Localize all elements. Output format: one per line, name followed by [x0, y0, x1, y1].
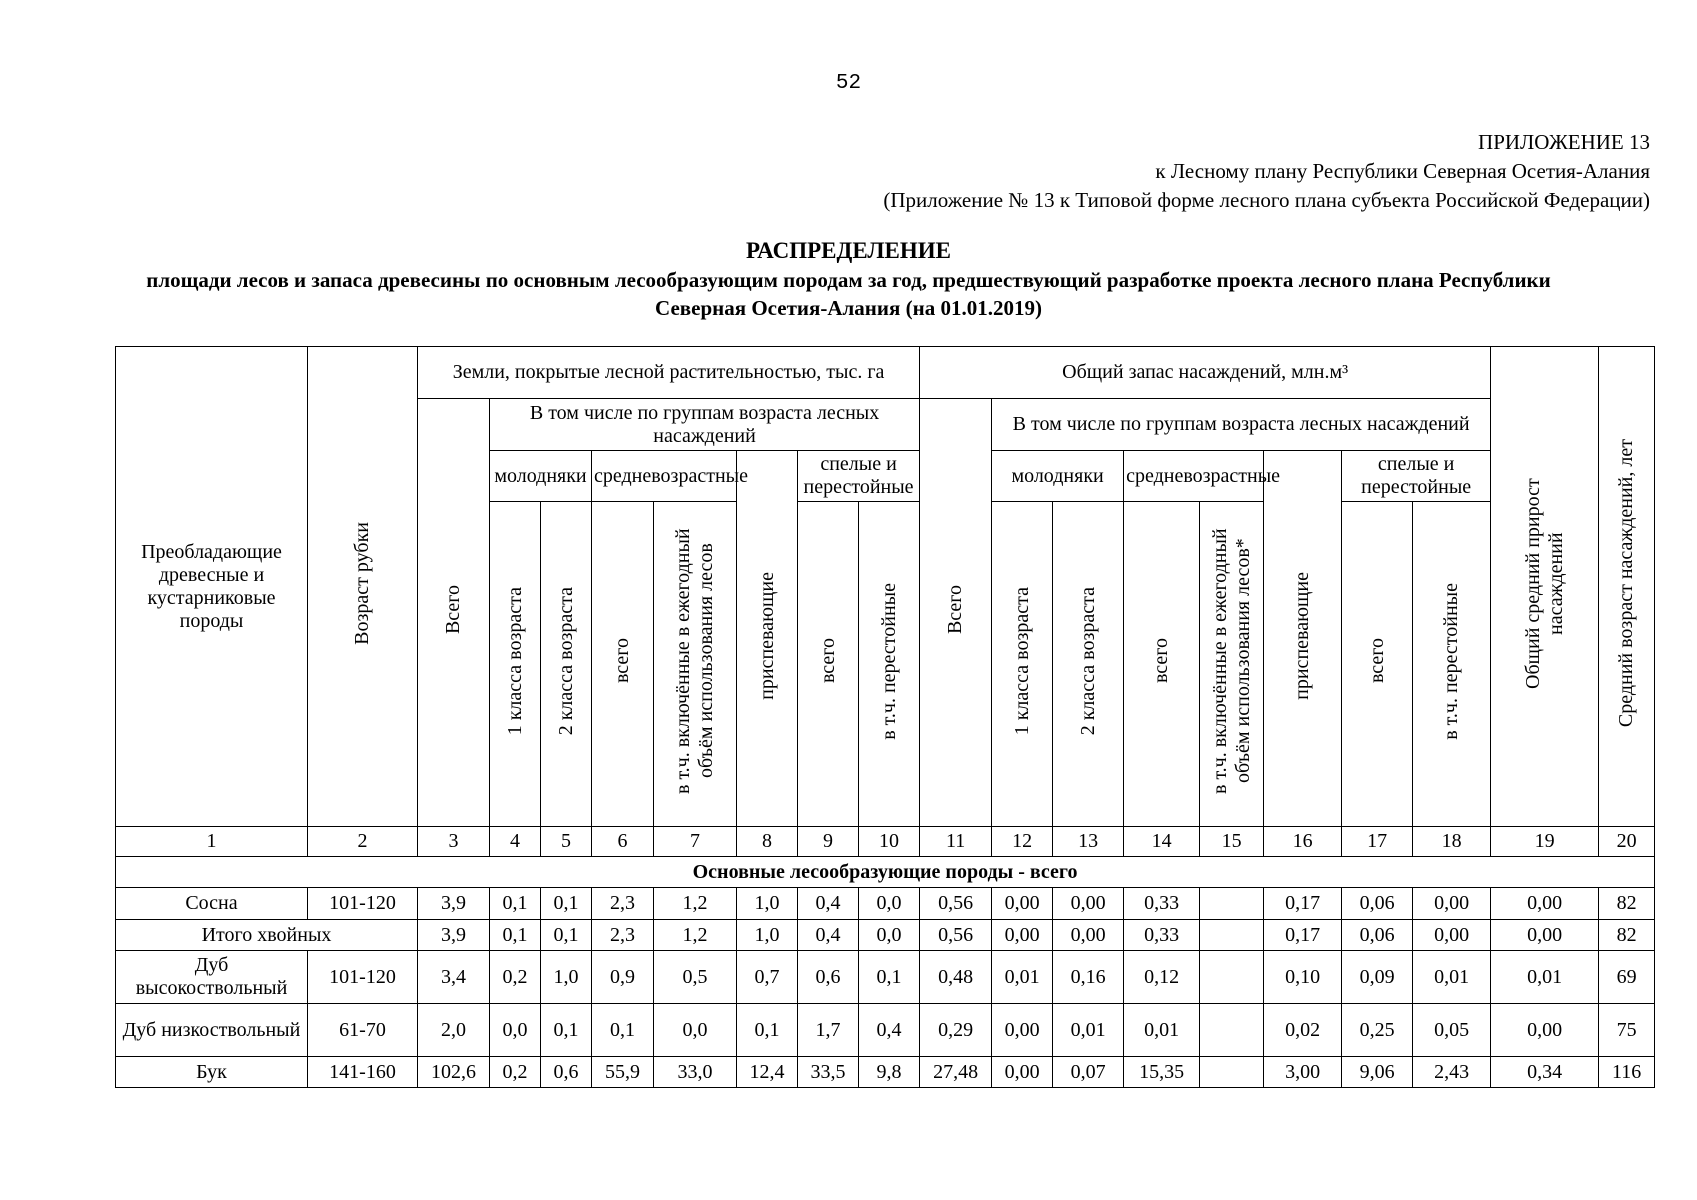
table-cell: 0,00 [992, 1004, 1053, 1057]
column-number: 6 [592, 827, 654, 857]
species-cell: Бук [116, 1057, 308, 1088]
table-cell [1200, 1057, 1264, 1088]
table-cell: 0,6 [541, 1057, 592, 1088]
table-cell: 1,2 [654, 920, 737, 951]
table-cell: 0,01 [1491, 951, 1599, 1004]
table-cell: 0,10 [1264, 951, 1342, 1004]
table-cell: 0,00 [1413, 920, 1491, 951]
table-cell: 0,1 [541, 920, 592, 951]
column-number: 10 [859, 827, 920, 857]
table-cell: 0,48 [920, 951, 992, 1004]
column-number: 17 [1342, 827, 1413, 857]
column-number: 11 [920, 827, 992, 857]
table-row [116, 951, 1655, 1004]
table-cell: 61-70 [308, 1004, 418, 1057]
header-area-class1: 1 класса возраста [490, 502, 541, 827]
table-cell: 2,43 [1413, 1057, 1491, 1088]
table-cell: 0,0 [859, 920, 920, 951]
column-number: 12 [992, 827, 1053, 857]
table-cell: 0,5 [654, 951, 737, 1004]
table-cell: 27,48 [920, 1057, 992, 1088]
table-cell: 75 [1599, 1004, 1655, 1057]
column-numbers-row [116, 827, 1655, 857]
table-cell: 0,4 [798, 920, 859, 951]
table-cell: 3,4 [418, 951, 490, 1004]
column-number: 13 [1053, 827, 1124, 857]
table-cell: 2,3 [592, 920, 654, 951]
column-number: 1 [116, 827, 308, 857]
table-cell: 0,1 [541, 1004, 592, 1057]
table-cell: 0,2 [490, 951, 541, 1004]
appendix-line-2: к Лесному плану Республики Северная Осетия-Алания [1155, 159, 1650, 183]
header-stock-young: молодняки [992, 451, 1124, 502]
table-cell [1200, 920, 1264, 951]
header-stock-mature-all: всего [1342, 502, 1413, 827]
header-area-mature-all: всего [798, 502, 859, 827]
table-cell: 0,34 [1491, 1057, 1599, 1088]
table-cell: 33,5 [798, 1057, 859, 1088]
table-cell: 1,0 [737, 920, 798, 951]
table-cell: 0,00 [1491, 888, 1599, 920]
table-cell [1200, 1004, 1264, 1057]
header-cut-age: Возраст рубки [308, 347, 418, 827]
table-cell: 15,35 [1124, 1057, 1200, 1088]
table-cell: 0,01 [1124, 1004, 1200, 1057]
table-cell: 0,33 [1124, 920, 1200, 951]
table-cell: 9,8 [859, 1057, 920, 1088]
table-cell: 0,33 [1124, 888, 1200, 920]
table-cell: 55,9 [592, 1057, 654, 1088]
title-subtitle: площади лесов и запаса древесины по основным лесообразующим породам за год, предшествующий разработке проекта лесного плана Республики Северная Осетия-Алания (на 01.01.2019) [146, 268, 1551, 320]
header-area-by-age: В том числе по группам возраста лесных насаждений [490, 399, 920, 451]
header-area-middle-annual: в т.ч. включённые в ежегодный объём использования лесов [654, 502, 737, 827]
table-cell: 1,0 [737, 888, 798, 920]
column-number: 4 [490, 827, 541, 857]
table-cell: 0,6 [798, 951, 859, 1004]
table-cell: 0,06 [1342, 888, 1413, 920]
column-number: 9 [798, 827, 859, 857]
table-cell: 12,4 [737, 1057, 798, 1088]
table-cell: 2,0 [418, 1004, 490, 1057]
header-area-middle-all: всего [592, 502, 654, 827]
table-cell: 0,1 [490, 888, 541, 920]
table-cell: 0,05 [1413, 1004, 1491, 1057]
column-number: 8 [737, 827, 798, 857]
header-species: Преобладающие древесные и кустарниковые породы [116, 347, 308, 827]
table-cell: 0,17 [1264, 888, 1342, 920]
table-cell: 3,9 [418, 920, 490, 951]
header-stock-ripening: приспевающие [1264, 451, 1342, 827]
table-row [116, 920, 1655, 951]
document-title [0, 236, 1697, 322]
table-cell: 0,1 [737, 1004, 798, 1057]
table-cell: 1,7 [798, 1004, 859, 1057]
species-cell: Сосна [116, 888, 308, 920]
header-area-young: молодняки [490, 451, 592, 502]
header-stock-class2: 2 класса возраста [1053, 502, 1124, 827]
table-cell: 0,00 [992, 920, 1053, 951]
table-cell: 0,1 [592, 1004, 654, 1057]
column-number: 16 [1264, 827, 1342, 857]
table-row [116, 1057, 1655, 1088]
table-cell: 0,7 [737, 951, 798, 1004]
table-cell: 0,56 [920, 920, 992, 951]
table-cell: 0,00 [992, 888, 1053, 920]
table-cell: 0,25 [1342, 1004, 1413, 1057]
table-cell: 0,1 [490, 920, 541, 951]
header-increment: Общий средний прирост насаждений [1491, 347, 1599, 827]
header-area-class2: 2 класса возраста [541, 502, 592, 827]
header-stock-mature: спелые и перестойные [1342, 451, 1491, 502]
table-cell: 9,06 [1342, 1057, 1413, 1088]
header-area-middle: средневозрастные [592, 451, 737, 502]
table-cell: 0,1 [859, 951, 920, 1004]
column-number: 14 [1124, 827, 1200, 857]
table-cell: 1,0 [541, 951, 592, 1004]
column-number: 5 [541, 827, 592, 857]
species-cell: Итого хвойных [116, 920, 418, 951]
forest-distribution-table [115, 346, 1655, 1088]
table-cell: 69 [1599, 951, 1655, 1004]
table-cell: 0,01 [1053, 1004, 1124, 1057]
table-cell: 0,17 [1264, 920, 1342, 951]
table-cell: 0,0 [490, 1004, 541, 1057]
header-stock-total: Всего [920, 399, 992, 827]
table-cell: 141-160 [308, 1057, 418, 1088]
header-area-mature: спелые и перестойные [798, 451, 920, 502]
table-cell: 0,4 [859, 1004, 920, 1057]
table-cell: 0,00 [1491, 920, 1599, 951]
table-cell: 0,07 [1053, 1057, 1124, 1088]
table-cell: 0,00 [992, 1057, 1053, 1088]
table-cell: 3,00 [1264, 1057, 1342, 1088]
table-row [116, 888, 1655, 920]
table-cell: 0,4 [798, 888, 859, 920]
table-cell: 0,56 [920, 888, 992, 920]
table-cell: 0,12 [1124, 951, 1200, 1004]
table-cell: 0,0 [859, 888, 920, 920]
table-cell: 0,00 [1413, 888, 1491, 920]
column-number: 15 [1200, 827, 1264, 857]
header-stock-mature-overmature: в т.ч. перестойные [1413, 502, 1491, 827]
column-number: 18 [1413, 827, 1491, 857]
table-cell: 82 [1599, 888, 1655, 920]
table-cell: 33,0 [654, 1057, 737, 1088]
header-area-total: Всего [418, 399, 490, 827]
table-cell: 0,1 [541, 888, 592, 920]
header-area-mature-overmature: в т.ч. перестойные [859, 502, 920, 827]
header-stock-middle-all: всего [1124, 502, 1200, 827]
column-number: 2 [308, 827, 418, 857]
header-stock-by-age: В том числе по группам возраста лесных насаждений [992, 399, 1491, 451]
table-row [116, 1004, 1655, 1057]
section-title: Основные лесообразующие породы - всего [116, 857, 1655, 888]
table-cell: 0,00 [1053, 920, 1124, 951]
column-number: 7 [654, 827, 737, 857]
header-stock-middle-annual: в т.ч. включённые в ежегодный объём использования лесов* [1200, 502, 1264, 827]
header-avg-age: Средний возраст насаждений, лет [1599, 347, 1655, 827]
table-cell: 0,09 [1342, 951, 1413, 1004]
table-cell: 0,00 [1491, 1004, 1599, 1057]
appendix-header [883, 128, 1650, 215]
table-cell: 0,06 [1342, 920, 1413, 951]
table-cell: 101-120 [308, 888, 418, 920]
column-number: 19 [1491, 827, 1599, 857]
table-cell: 0,16 [1053, 951, 1124, 1004]
table-cell: 0,00 [1053, 888, 1124, 920]
table-cell: 2,3 [592, 888, 654, 920]
header-area-ripening: приспевающие [737, 451, 798, 827]
table-cell: 0,0 [654, 1004, 737, 1057]
title-main: РАСПРЕДЕЛЕНИЕ [746, 238, 951, 263]
column-number: 3 [418, 827, 490, 857]
table-cell: 0,2 [490, 1057, 541, 1088]
table-cell: 3,9 [418, 888, 490, 920]
table-cell: 1,2 [654, 888, 737, 920]
table-cell [1200, 951, 1264, 1004]
species-cell: Дуб низкоствольный [116, 1004, 308, 1057]
page-number: 52 [835, 72, 862, 95]
table-cell: 101-120 [308, 951, 418, 1004]
header-stock-middle: средневозрастные [1124, 451, 1264, 502]
appendix-line-3: (Приложение № 13 к Типовой форме лесного плана субъекта Российской Федерации) [883, 188, 1650, 212]
table-cell: 0,9 [592, 951, 654, 1004]
header-stock-group: Общий запас насаждений, млн.м³ [920, 347, 1491, 399]
table-cell: 0,02 [1264, 1004, 1342, 1057]
column-number: 20 [1599, 827, 1655, 857]
table-cell [1200, 888, 1264, 920]
species-cell: Дуб высокоствольный [116, 951, 308, 1004]
table-cell: 0,01 [1413, 951, 1491, 1004]
header-stock-class1: 1 класса возраста [992, 502, 1053, 827]
table-cell: 116 [1599, 1057, 1655, 1088]
appendix-line-1: ПРИЛОЖЕНИЕ 13 [1478, 130, 1650, 154]
table-cell: 102,6 [418, 1057, 490, 1088]
table-cell: 82 [1599, 920, 1655, 951]
table-cell: 0,29 [920, 1004, 992, 1057]
table-cell: 0,01 [992, 951, 1053, 1004]
header-area-group: Земли, покрытые лесной растительностью, тыс. га [418, 347, 920, 399]
